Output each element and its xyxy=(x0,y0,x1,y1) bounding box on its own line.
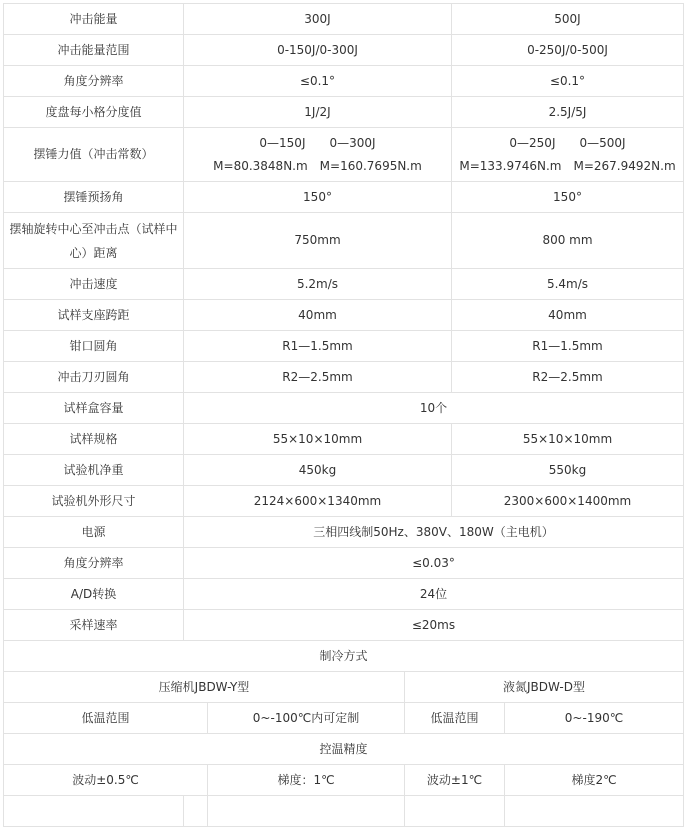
table-row xyxy=(4,579,684,610)
value-500j: R1—1.5mm xyxy=(452,331,684,361)
empty-row xyxy=(4,796,684,827)
value-shared: 24位 xyxy=(184,579,684,609)
row-label: 试样盒容量 xyxy=(4,393,184,423)
value-shared: 三相四线制50Hz、380V、180W（主电机） xyxy=(184,517,684,547)
cooling-type-compressor: 压缩机JBDW-Y型 xyxy=(4,672,405,702)
empty-cell xyxy=(405,796,505,826)
value-300j: R1—1.5mm xyxy=(184,331,452,361)
energy-ranges: 0—150J 0—300J xyxy=(259,135,376,150)
value-500j: 55×10×10mm xyxy=(452,424,684,454)
table-row xyxy=(4,331,684,362)
value-300j: 5.2m/s xyxy=(184,269,452,299)
row-label: 摆锤预扬角 xyxy=(4,182,184,212)
row-label: 度盘每小格分度值 xyxy=(4,97,184,127)
table-row xyxy=(4,455,684,486)
value-500j: 5.4m/s xyxy=(452,269,684,299)
value-500j: 150° xyxy=(452,182,684,212)
table-row xyxy=(4,4,684,35)
cooling-type-liquid-nitrogen: 液氮JBDW-D型 xyxy=(405,672,684,702)
table-row xyxy=(4,35,684,66)
row-label: 角度分辨率 xyxy=(4,66,184,96)
table-row xyxy=(4,517,684,548)
table-row xyxy=(4,548,684,579)
value-300j: 2124×600×1340mm xyxy=(184,486,452,516)
value-500j: 800 mm xyxy=(452,213,684,268)
value-300j: 750mm xyxy=(184,213,452,268)
table-row xyxy=(4,424,684,455)
row-label: 试验机外形尺寸 xyxy=(4,486,184,516)
gradient-right: 梯度2℃ xyxy=(505,765,684,795)
range-value-left: 0~-100℃内可定制 xyxy=(208,703,405,733)
range-label-right: 低温范围 xyxy=(405,703,505,733)
table-row xyxy=(4,362,684,393)
range-value-right: 0~-190℃ xyxy=(505,703,684,733)
row-label: 试样规格 xyxy=(4,424,184,454)
value-300j: ≤0.1° xyxy=(184,66,452,96)
row-label: 试样支座跨距 xyxy=(4,300,184,330)
value-300j: 55×10×10mm xyxy=(184,424,452,454)
empty-cell xyxy=(4,796,184,826)
value-300j: R2—2.5mm xyxy=(184,362,452,392)
table-row xyxy=(4,66,684,97)
value-shared: ≤0.03° xyxy=(184,548,684,578)
cooling-types-row xyxy=(4,672,684,703)
row-label: 电源 xyxy=(4,517,184,547)
value-500j: 550kg xyxy=(452,455,684,485)
spec-table xyxy=(3,3,684,827)
empty-cell xyxy=(208,796,405,826)
row-label: 冲击能量范围 xyxy=(4,35,184,65)
empty-cell xyxy=(184,796,208,826)
value-300j xyxy=(184,128,452,181)
value-500j: 2300×600×1400mm xyxy=(452,486,684,516)
value-shared: 10个 xyxy=(184,393,684,423)
cooling-title-row xyxy=(4,641,684,672)
row-label: 试验机净重 xyxy=(4,455,184,485)
row-label: 角度分辨率 xyxy=(4,548,184,578)
fluctuation-left: 波动±0.5℃ xyxy=(4,765,208,795)
table-row xyxy=(4,269,684,300)
table-row xyxy=(4,97,684,128)
value-500j: 500J xyxy=(452,4,684,34)
gradient-left: 梯度：1℃ xyxy=(208,765,405,795)
impact-constants: M=133.9746N.m M=267.9492N.m xyxy=(459,158,676,173)
table-row xyxy=(4,213,684,269)
value-300j: 150° xyxy=(184,182,452,212)
row-label: 冲击刀刃圆角 xyxy=(4,362,184,392)
impact-constants: M=80.3848N.m M=160.7695N.m xyxy=(213,158,422,173)
table-row xyxy=(4,486,684,517)
value-500j: R2—2.5mm xyxy=(452,362,684,392)
value-500j: 0-250J/0-500J xyxy=(452,35,684,65)
row-label: A/D转换 xyxy=(4,579,184,609)
cooling-title: 制冷方式 xyxy=(4,641,684,671)
value-300j: 40mm xyxy=(184,300,452,330)
value-500j: 2.5J/5J xyxy=(452,97,684,127)
precision-title-row xyxy=(4,734,684,765)
value-500j: 40mm xyxy=(452,300,684,330)
table-row xyxy=(4,182,684,213)
row-label: 钳口圆角 xyxy=(4,331,184,361)
row-label: 采样速率 xyxy=(4,610,184,640)
precision-title: 控温精度 xyxy=(4,734,684,764)
fluctuation-right: 波动±1℃ xyxy=(405,765,505,795)
empty-cell xyxy=(505,796,684,826)
value-300j: 0-150J/0-300J xyxy=(184,35,452,65)
cooling-range-row xyxy=(4,703,684,734)
value-300j: 1J/2J xyxy=(184,97,452,127)
row-label: 冲击速度 xyxy=(4,269,184,299)
row-label: 冲击能量 xyxy=(4,4,184,34)
value-500j xyxy=(452,128,684,181)
table-row xyxy=(4,128,684,182)
value-300j: 450kg xyxy=(184,455,452,485)
value-500j: ≤0.1° xyxy=(452,66,684,96)
range-label-left: 低温范围 xyxy=(4,703,208,733)
row-label: 摆锤力值（冲击常数） xyxy=(4,128,184,181)
energy-ranges: 0—250J 0—500J xyxy=(509,135,626,150)
row-label: 摆轴旋转中心至冲击点（试样中心）距离 xyxy=(4,213,184,268)
value-shared: ≤20ms xyxy=(184,610,684,640)
table-row xyxy=(4,610,684,641)
table-row xyxy=(4,300,684,331)
precision-row xyxy=(4,765,684,796)
value-300j: 300J xyxy=(184,4,452,34)
table-row xyxy=(4,393,684,424)
